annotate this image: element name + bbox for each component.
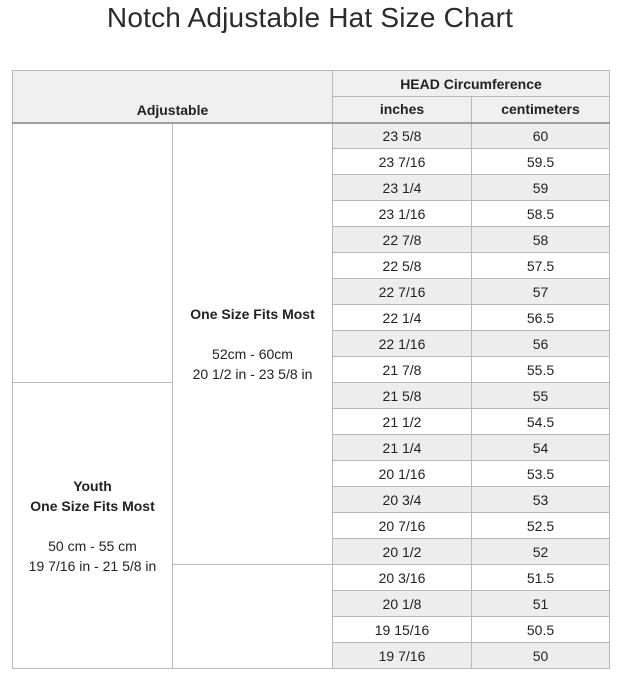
- cm-cell: 52.5: [472, 513, 610, 539]
- inches-cell: 23 1/16: [333, 201, 472, 227]
- inches-cell: 19 15/16: [333, 617, 472, 643]
- cm-cell: 54: [472, 435, 610, 461]
- inches-cell: 21 5/8: [333, 383, 472, 409]
- one-size-range-cm: 52cm - 60cm: [212, 345, 293, 362]
- youth-name-line2: One Size Fits Most: [30, 497, 155, 514]
- head-circumference-header: HEAD Circumference: [333, 71, 610, 97]
- cm-cell: 56: [472, 331, 610, 357]
- cm-cell: 59: [472, 175, 610, 201]
- cm-cell: 56.5: [472, 305, 610, 331]
- inches-header: inches: [333, 97, 472, 123]
- cm-cell: 55.5: [472, 357, 610, 383]
- one-size-range-in: 20 1/2 in - 23 5/8 in: [192, 365, 313, 382]
- cm-cell: 58.5: [472, 201, 610, 227]
- inches-cell: 20 3/16: [333, 565, 472, 591]
- inches-cell: 23 1/4: [333, 175, 472, 201]
- cm-cell: 58: [472, 227, 610, 253]
- cm-cell: 60: [472, 123, 610, 149]
- cm-cell: 53: [472, 487, 610, 513]
- inches-cell: 21 1/4: [333, 435, 472, 461]
- inches-cell: 22 7/16: [333, 279, 472, 305]
- adjustable-header: Adjustable: [13, 71, 333, 123]
- table-row: [13, 123, 610, 149]
- inches-cell: 21 1/2: [333, 409, 472, 435]
- inches-cell: 20 1/2: [333, 539, 472, 565]
- youth-group-cell: [13, 383, 173, 669]
- adult-blank-cell: [13, 123, 173, 383]
- one-size-name: One Size Fits Most: [190, 305, 315, 322]
- inches-cell: 22 1/16: [333, 331, 472, 357]
- inches-cell: 23 5/8: [333, 123, 472, 149]
- youth-range-cm: 50 cm - 55 cm: [48, 537, 137, 554]
- inches-cell: 23 7/16: [333, 149, 472, 175]
- cm-cell: 53.5: [472, 461, 610, 487]
- inches-cell: 20 1/16: [333, 461, 472, 487]
- cm-cell: 50.5: [472, 617, 610, 643]
- inches-cell: 22 5/8: [333, 253, 472, 279]
- page-title: Notch Adjustable Hat Size Chart: [106, 2, 514, 33]
- cm-cell: 51.5: [472, 565, 610, 591]
- youth-name-line1: Youth: [73, 477, 112, 494]
- inches-cell: 20 7/16: [333, 513, 472, 539]
- one-size-group-cell: [173, 123, 333, 565]
- inches-cell: 20 1/8: [333, 591, 472, 617]
- cm-cell: 57.5: [472, 253, 610, 279]
- hat-size-table: [12, 70, 610, 669]
- cm-cell: 54.5: [472, 409, 610, 435]
- youth-blank-cell: [173, 565, 333, 669]
- youth-range-in: 19 7/16 in - 21 5/8 in: [28, 557, 157, 574]
- inches-cell: 20 3/4: [333, 487, 472, 513]
- size-rows: [13, 123, 610, 669]
- inches-cell: 21 7/8: [333, 357, 472, 383]
- cm-cell: 51: [472, 591, 610, 617]
- centimeters-header: centimeters: [472, 97, 610, 123]
- cm-cell: 50: [472, 643, 610, 669]
- inches-cell: 19 7/16: [333, 643, 472, 669]
- inches-cell: 22 1/4: [333, 305, 472, 331]
- inches-cell: 22 7/8: [333, 227, 472, 253]
- cm-cell: 52: [472, 539, 610, 565]
- cm-cell: 55: [472, 383, 610, 409]
- cm-cell: 57: [472, 279, 610, 305]
- cm-cell: 59.5: [472, 149, 610, 175]
